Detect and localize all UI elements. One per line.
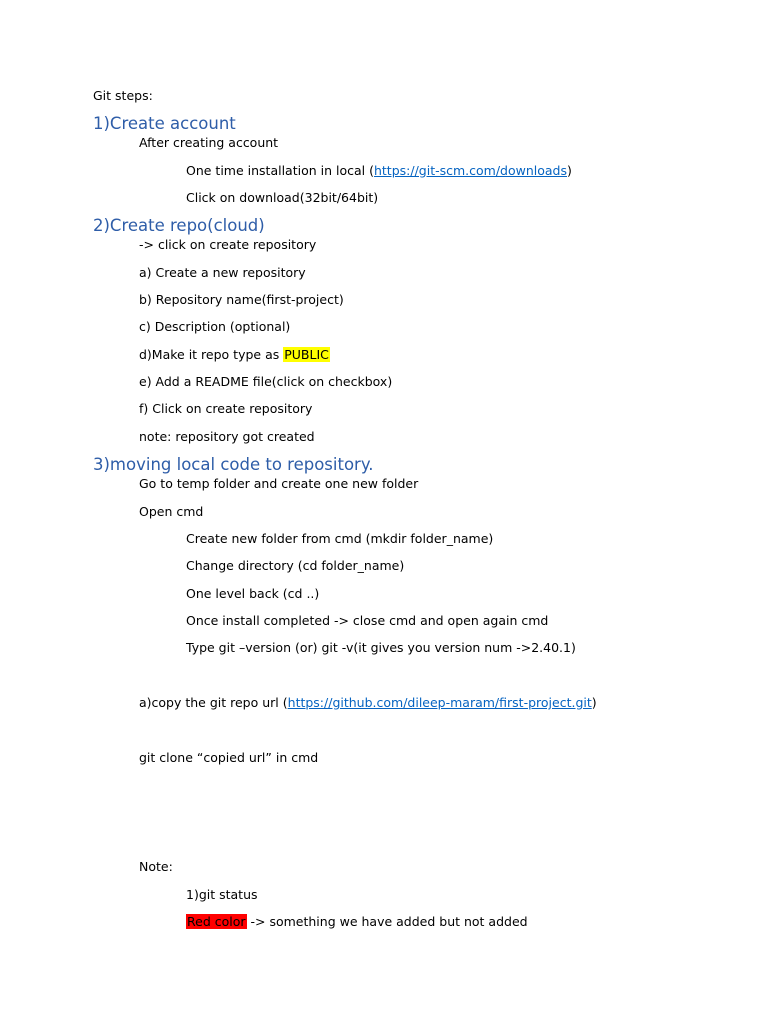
install-suffix: ) (567, 163, 572, 178)
step-d-line (139, 347, 330, 363)
install-completed-text: Once install completed -> close cmd and open again cmd (186, 613, 549, 628)
git-version-text: Type git –version (or) git -v(it gives you version num ->2.40.1) (186, 640, 576, 655)
mkdir-text: Create new folder from cmd (mkdir folder_name) (186, 531, 494, 546)
red-color-highlight: Red color (187, 914, 246, 929)
section-heading-moving-code: 3)moving local code to repository. (93, 455, 374, 474)
git-downloads-link[interactable]: https://git-scm.com/downloads (373, 163, 568, 178)
section-heading-create-account: 1)Create account (93, 114, 236, 133)
section-heading-create-repo: 2)Create repo(cloud) (93, 216, 265, 235)
open-cmd-text: Open cmd (139, 504, 204, 519)
cd-back-text: One level back (cd ..) (186, 586, 320, 601)
note-label: Note: (139, 859, 173, 874)
click-create-repo-text: -> click on create repository (139, 237, 317, 252)
step-c-text: c) Description (optional) (139, 319, 291, 334)
copy-url-prefix: a)copy the git repo url ( (139, 695, 288, 710)
install-line (186, 163, 572, 179)
download-text: Click on download(32bit/64bit) (186, 190, 379, 205)
copy-url-line (139, 695, 597, 711)
step-a-text: a) Create a new repository (139, 265, 306, 280)
step-f-text: f) Click on create repository (139, 401, 313, 416)
repo-created-note: note: repository got created (139, 429, 315, 444)
red-color-suffix: -> something we have added but not added (246, 914, 528, 929)
step-d-prefix: d)Make it repo type as (139, 347, 284, 362)
temp-folder-text: Go to temp folder and create one new folder (139, 476, 419, 491)
red-color-line (186, 914, 528, 930)
document-title: Git steps: (93, 88, 153, 103)
cd-text: Change directory (cd folder_name) (186, 558, 405, 573)
step-e-text: e) Add a README file(click on checkbox) (139, 374, 393, 389)
public-highlight: PUBLIC (284, 347, 329, 362)
after-creating-account-text: After creating account (139, 135, 279, 150)
copy-url-suffix: ) (591, 695, 597, 710)
git-clone-text: git clone “copied url” in cmd (139, 750, 319, 765)
git-status-text: 1)git status (186, 887, 258, 902)
repo-url-link[interactable]: https://github.com/dileep-maram/first-project.git (287, 695, 592, 710)
install-prefix: One time installation in local ( (186, 163, 374, 178)
step-b-text: b) Repository name(first-project) (139, 292, 344, 307)
